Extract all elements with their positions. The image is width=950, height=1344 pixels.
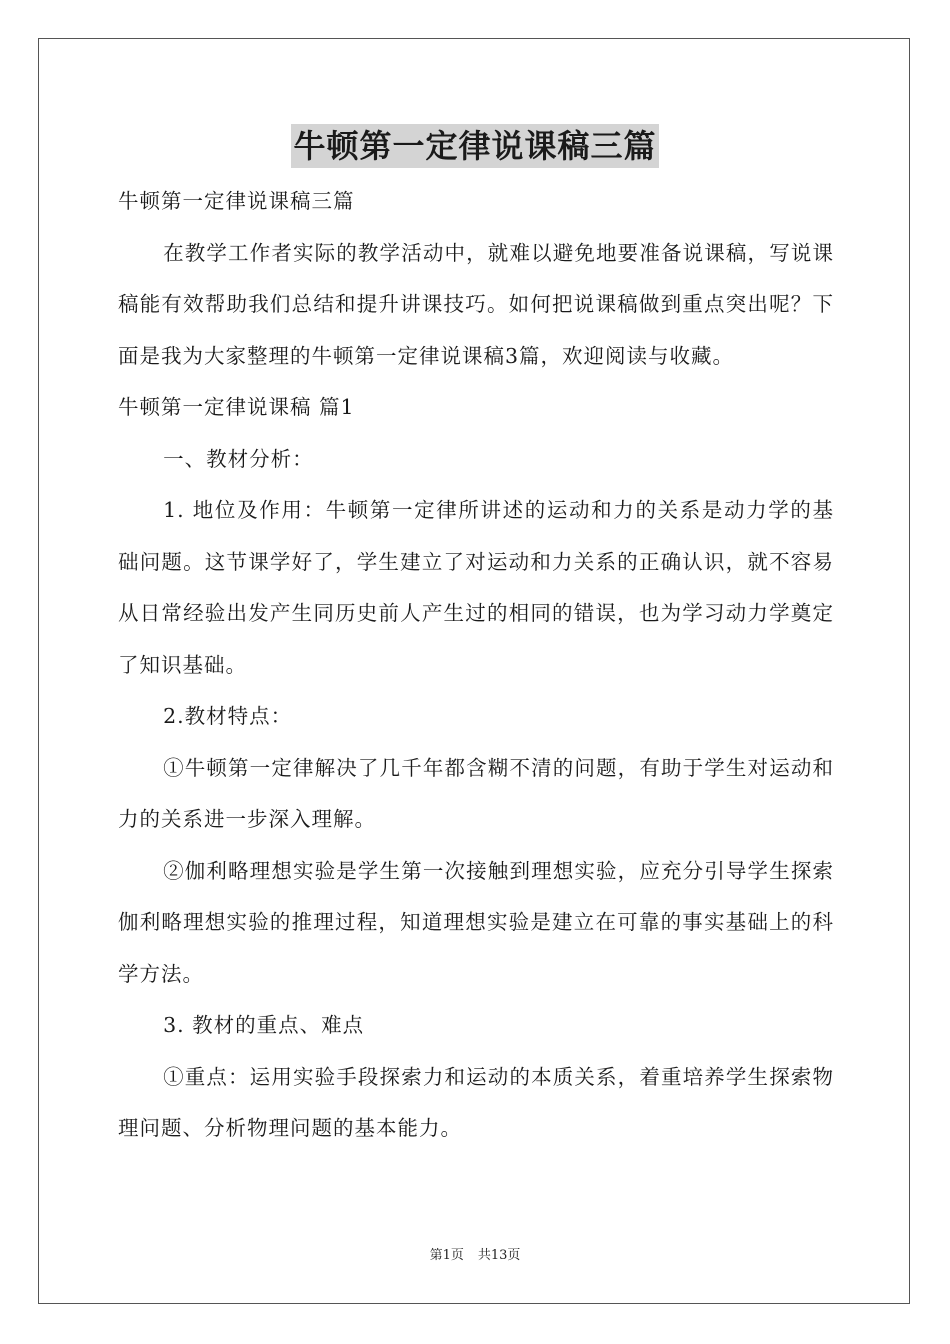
section-heading: 牛顿第一定律说课稿 篇1 [118,395,355,419]
paragraph-feature-2: ②伽利略理想实验是学生第一次接触到理想实验，应充分引导学生探索伽利略理想实验的推理过程，知道理想实验是建立在可靠的事实基础上的科学方法。 [118,858,834,986]
subsection-heading: 一、教材分析： [163,446,314,471]
page-footer [0,1247,950,1265]
paragraph-keypoints-heading: 3. 教材的重点、难点 [163,1013,365,1037]
page-total: 共13页 [477,1248,521,1263]
title-area [0,124,950,168]
paragraph-intro: 在教学工作者实际的教学活动中，就难以避免地要准备说课稿，写说课稿能有效帮助我们总结和提升讲课技巧。如何把说课稿做到重点突出呢？下面是我为大家整理的牛顿第一定律说课稿3篇，欢迎阅读与收藏。 [118,240,834,368]
paragraph-role: 1. 地位及作用：牛顿第一定律所讲述的运动和力的关系是动力学的基础问题。这节课学好了，学生建立了对运动和力关系的正确认识，就不容易从日常经验出发产生同历史前人产生过的相同的错误，也为学习动力学奠定了知识基础。 [118,498,834,677]
document-title: 牛顿第一定律说课稿三篇 [291,124,658,168]
document-body [118,176,834,1155]
paragraph-keypoint-1: ①重点：运用实验手段探索力和运动的本质关系，着重培养学生探索物理问题、分析物理问题的基本能力。 [118,1064,834,1140]
paragraph-feature-1: ①牛顿第一定律解决了几千年都含糊不清的问题，有助于学生对运动和力的关系进一步深入理解。 [118,755,834,831]
paragraph-heading: 牛顿第一定律说课稿三篇 [118,189,355,213]
paragraph-features-heading: 2.教材特点： [163,704,293,728]
page-number: 第1页 [429,1248,464,1263]
